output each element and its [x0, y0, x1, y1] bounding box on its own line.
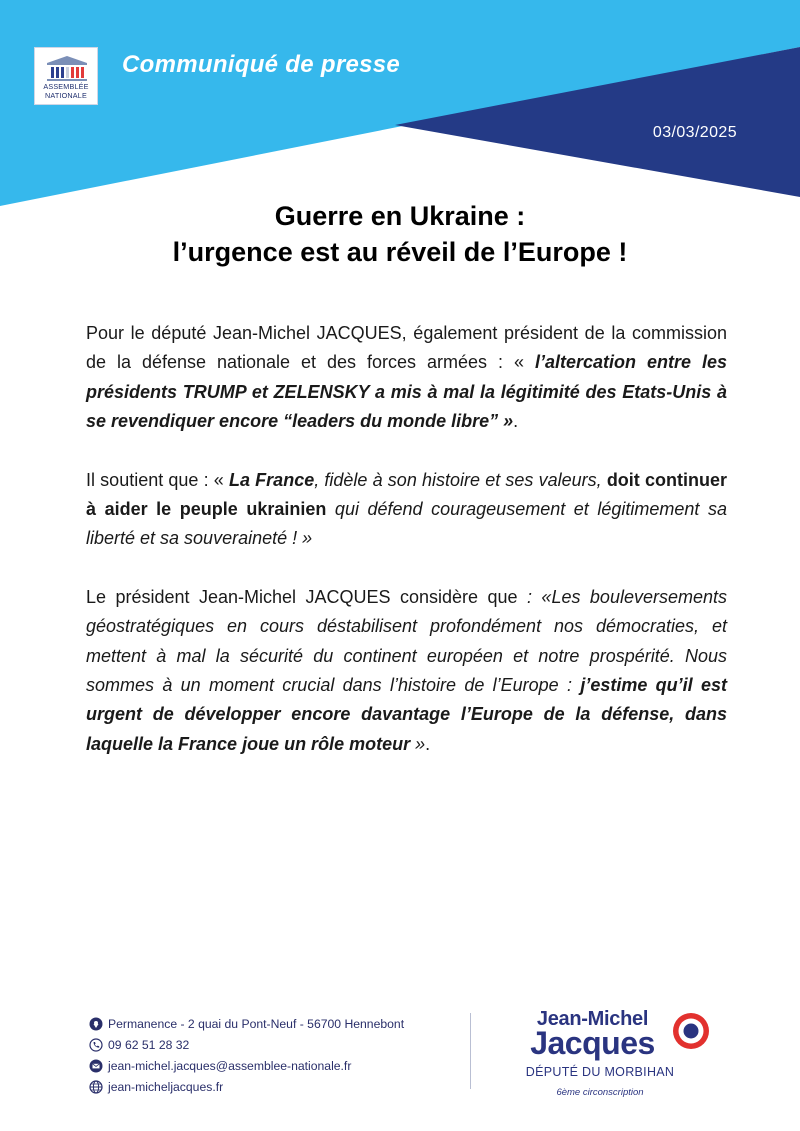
- email-icon: [88, 1058, 104, 1074]
- p3-end: .: [425, 733, 431, 754]
- contact-list: [88, 1013, 404, 1097]
- contact-phone: [88, 1034, 404, 1055]
- document-type: Communiqué de presse: [122, 51, 401, 78]
- globe-icon: [88, 1079, 104, 1095]
- tricolor-roundel-icon: [672, 1012, 710, 1050]
- phone-icon: [88, 1037, 104, 1053]
- header-banner: [0, 0, 800, 210]
- signature-role: DÉPUTÉ DU MORBIHAN: [525, 1065, 675, 1079]
- title-line2: l’urgence est au réveil de l’Europe !: [172, 237, 628, 267]
- website-text[interactable]: jean-micheljacques.fr: [108, 1079, 224, 1094]
- phone-text[interactable]: 09 62 51 28 32: [108, 1037, 190, 1052]
- contact-website: [88, 1076, 404, 1097]
- paragraph-3: [86, 583, 727, 759]
- signature-constituency: 6ème circonscription: [556, 1087, 644, 1098]
- footer-divider: [470, 1013, 471, 1089]
- email-text[interactable]: jean-michel.jacques@assemblee-nationale.fr: [108, 1058, 352, 1073]
- p3-italic-1: : «Les bouleversements géostratégiques en cours déstabilisent profondément nos démocraties, et mettent à mal la sécurité du continent européen et notre prospérité. Nous sommes à un moment crucial dans l’histoire de l’Europe :: [86, 586, 727, 696]
- page-title: [0, 198, 800, 270]
- assemblee-nationale-logo: [34, 47, 98, 105]
- paragraph-1: [86, 319, 727, 437]
- p2-bold-1: La France: [229, 469, 315, 490]
- p2-text: Il soutient que : «: [86, 469, 229, 490]
- p1-end: .: [513, 411, 519, 432]
- signature-first-name: Jean-Michel: [536, 1008, 649, 1030]
- logo-text-line2: NATIONALE: [44, 91, 87, 100]
- p2-bold-2: doit continuer à aider le peuple ukrainien: [86, 469, 727, 520]
- title-line1: Guerre en Ukraine :: [274, 201, 526, 231]
- release-date: 03/03/2025: [652, 124, 737, 141]
- address-text: Permanence - 2 quai du Pont-Neuf - 56700 Hennebont: [108, 1016, 405, 1031]
- signature-last-name: Jacques: [530, 1025, 655, 1061]
- deputy-signature: [520, 1006, 720, 1101]
- contact-address: [88, 1013, 404, 1034]
- hemicycle-icon: [43, 54, 91, 82]
- p1-quote: l’altercation entre les présidents TRUMP et ZELENSKY a mis à mal la légitimité des Etats-Unis à se revendiquer encore “leaders du monde libre” »: [86, 352, 727, 432]
- paragraph-2: [86, 466, 727, 554]
- press-release-body: [86, 319, 727, 788]
- p2-italic-1: , fidèle à son histoire et ses valeurs,: [314, 469, 607, 490]
- p3-bold-quote: j’estime qu’il est urgent de développer encore davantage l’Europe de la défense, dans laquelle la France joue un rôle moteur: [86, 675, 727, 754]
- p2-italic-2: qui défend courageusement et légitimement sa liberté et sa souveraineté ! »: [86, 499, 727, 549]
- location-icon: [88, 1016, 104, 1032]
- logo-text-line1: ASSEMBLÉE: [43, 82, 89, 91]
- p3-text: Le président Jean-Michel JACQUES considère que: [86, 586, 527, 607]
- contact-email: [88, 1055, 404, 1076]
- p3-italic-2: »: [410, 733, 426, 754]
- p1-text: Pour le député Jean-Michel JACQUES, également président de la commission de la défense nationale et des forces armées : «: [86, 323, 727, 373]
